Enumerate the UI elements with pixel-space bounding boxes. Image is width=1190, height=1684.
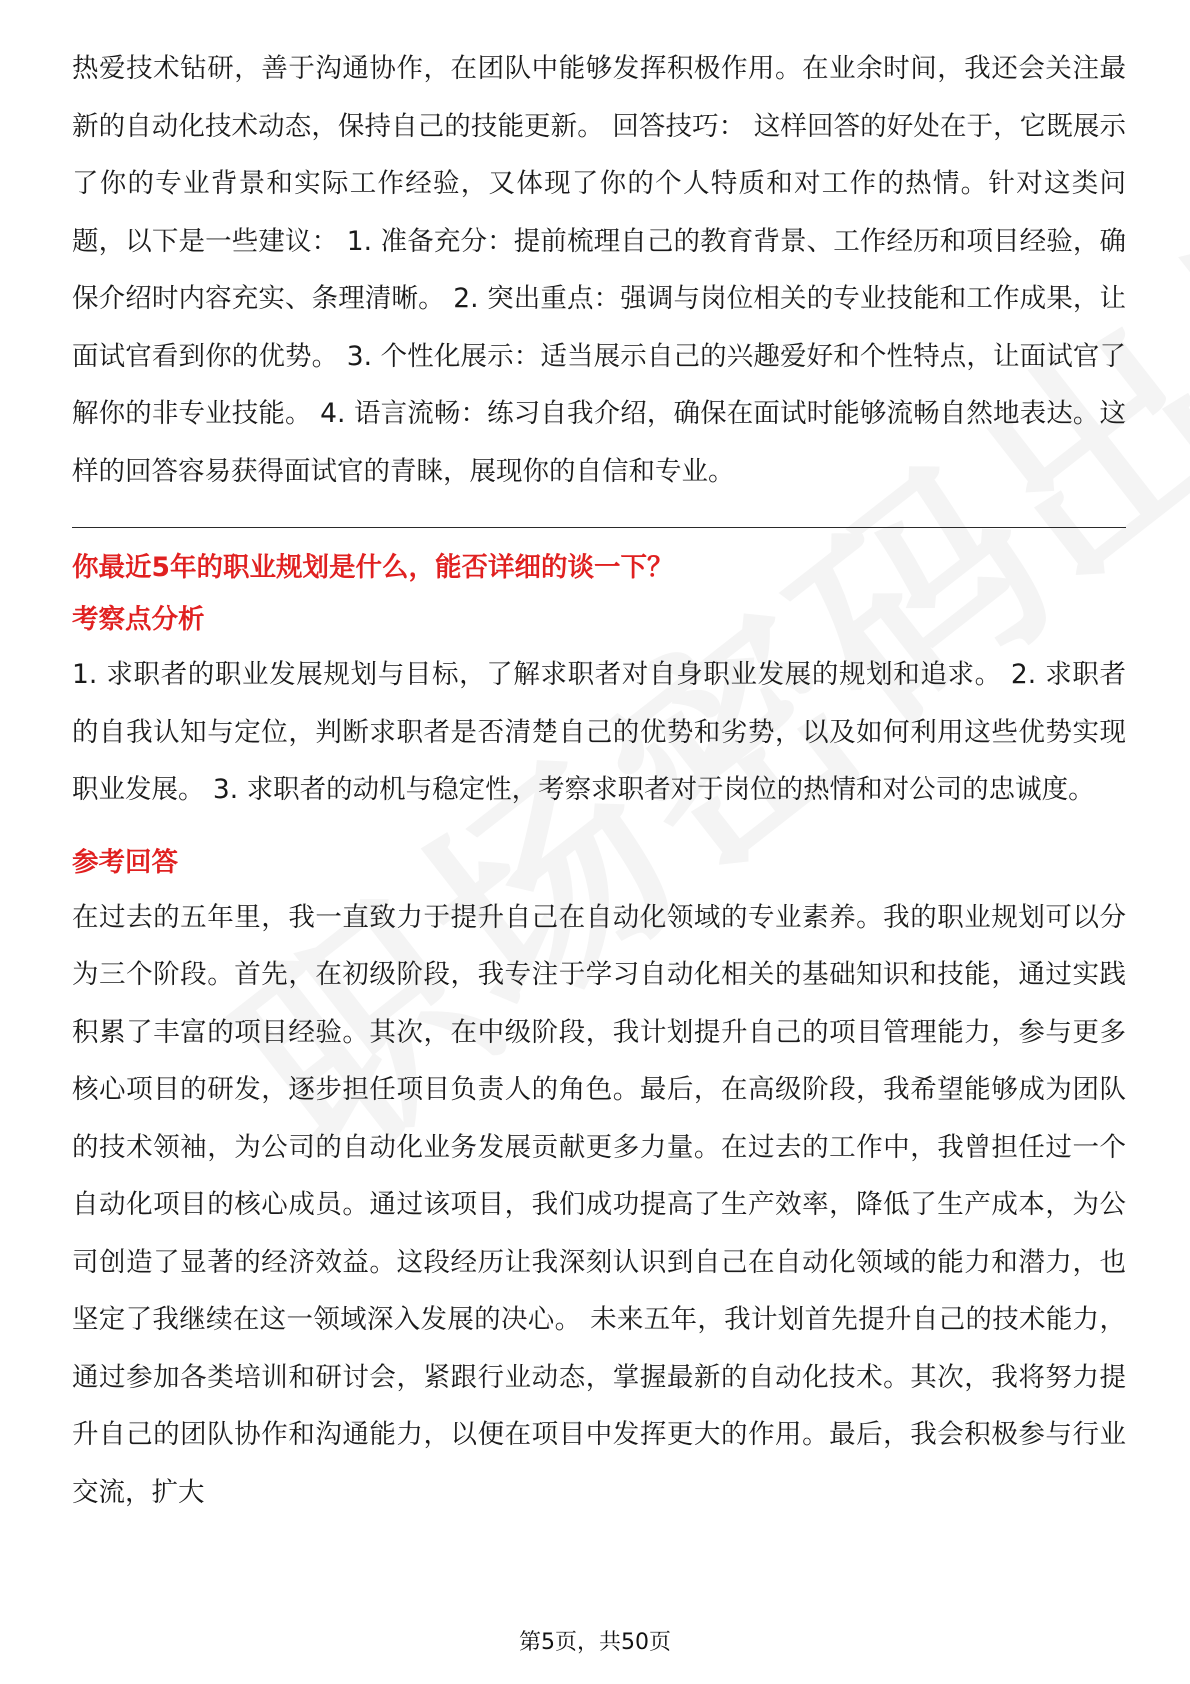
- section-divider: [72, 527, 1126, 528]
- continued-paragraph: 热爱技术钻研，善于沟通协作，在团队中能够发挥积极作用。在业余时间，我还会关注最新的自动化技术动态，保持自己的技能更新。 回答技巧： 这样回答的好处在于，它既展示了你的专业背景和实际工作经验，又体现了你的个人特质和对工作的热情。针对这类问题，以下是一些建议： 1. 准备充分：提前梳理自己的教育背景、工作经历和项目经验，确保介绍时内容充实、条理清晰。 2. 突出重点：强调与岗位相关的专业技能和工作成果，让面试官看到你的优势。 3. 个性化展示：适当展示自己的兴趣爱好和个性特点，让面试官了解你的非专业技能。 4. 语言流畅：练习自我介绍，确保在面试时能够流畅自然地表达。这样的回答容易获得面试官的青睐，展现你的自信和专业。: [72, 53, 1126, 487]
- document-page: [72, 40, 1126, 1521]
- answer-paragraph: 在过去的五年里，我一直致力于提升自己在自动化领域的专业素养。我的职业规划可以分为三个阶段。首先，在初级阶段，我专注于学习自动化相关的基础知识和技能，通过实践积累了丰富的项目经验。其次，在中级阶段，我计划提升自己的项目管理能力，参与更多核心项目的研发，逐步担任项目负责人的角色。最后，在高级阶段，我希望能够成为团队的技术领袖，为公司的自动化业务发展贡献更多力量。在过去的工作中，我曾担任过一个自动化项目的核心成员。通过该项目，我们成功提高了生产效率，降低了生产成本，为公司创造了显著的经济效益。这段经历让我深刻认识到自己在自动化领域的能力和潜力，也坚定了我继续在这一领域深入发展的决心。 未来五年，我计划首先提升自己的技术能力，通过参加各类培训和研讨会，紧跟行业动态，掌握最新的自动化技术。其次，我将努力提升自己的团队协作和沟通能力，以便在项目中发挥更大的作用。最后，我会积极参与行业交流，扩大: [72, 901, 1126, 1508]
- analysis-heading: 考察点分析: [72, 604, 205, 635]
- spacer: [72, 819, 1126, 837]
- question-title: 你最近5年的职业规划是什么，能否详细的谈一下？: [72, 552, 674, 583]
- page-footer: 第5页，共50页: [519, 1630, 671, 1655]
- answer-heading: 参考回答: [72, 846, 178, 878]
- analysis-paragraph: 1. 求职者的职业发展规划与目标，了解求职者对自身职业发展的规划和追求。 2. 求职者的自我认知与定位，判断求职者是否清楚自己的优势和劣势，以及如何利用这些优势实现职业发展。 3. 求职者的动机与稳定性，考察求职者对于岗位的热情和对公司的忠诚度。: [72, 659, 1126, 805]
